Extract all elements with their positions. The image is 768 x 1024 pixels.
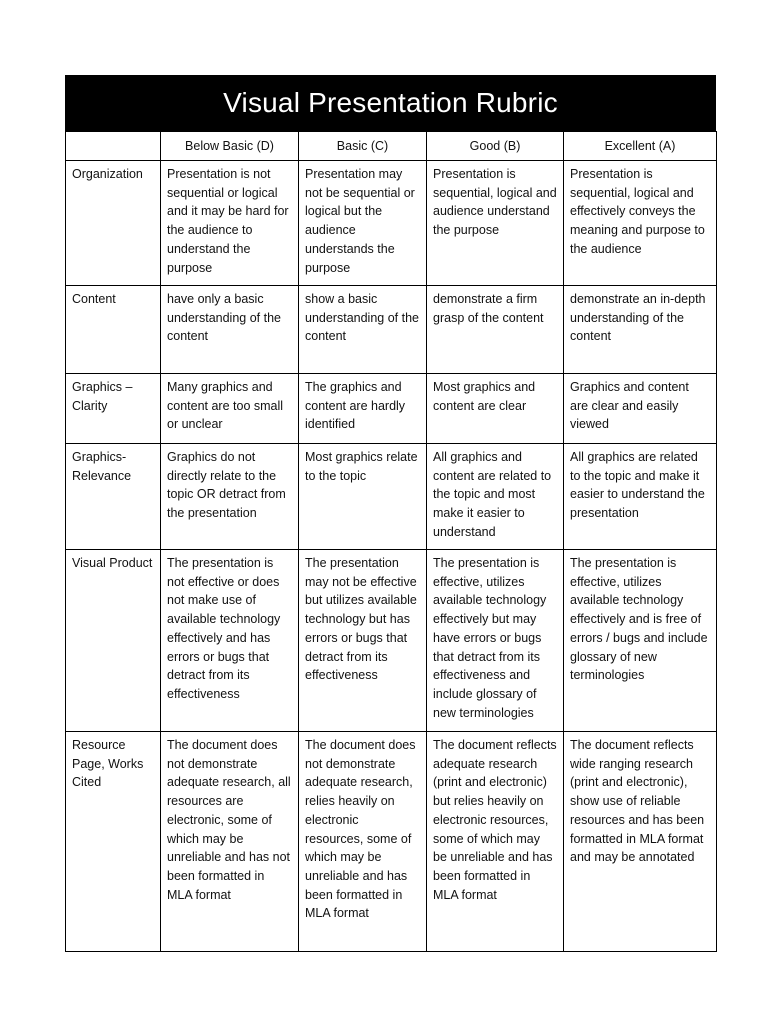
table-row [66,444,717,550]
rubric-title: Visual Presentation Rubric [65,75,716,131]
rating-cell: demonstrate a firm grasp of the content [427,286,564,374]
rating-cell: The presentation may not be effective but utilizes available technology but has errors or bugs that detract from its effectiveness [299,550,427,732]
rating-cell: All graphics and content are related to the topic and most make it easier to understand [427,444,564,550]
rating-cell: The document reflects adequate research (print and electronic) but relies heavily on electronic resources, some of which may be unreliable and has been formatted in MLA format [427,732,564,952]
rating-cell: Most graphics relate to the topic [299,444,427,550]
rating-cell: The document does not demonstrate adequate research, relies heavily on electronic resources, some of which may be unreliable and has been formatted in MLA format [299,732,427,952]
table-row [66,374,717,444]
category-cell: Visual Product [66,550,161,732]
rating-cell: The document does not demonstrate adequate research, all resources are electronic, some of which may be unreliable and has not been formatted in MLA format [161,732,299,952]
table-row [66,161,717,286]
header-row [66,132,717,161]
category-cell: Resource Page, Works Cited [66,732,161,952]
rating-cell: Presentation is sequential, logical and effectively conveys the meaning and purpose to the audience [564,161,717,286]
rubric-page [65,75,716,952]
rating-cell: Many graphics and content are too small or unclear [161,374,299,444]
rating-cell: Graphics do not directly relate to the topic OR detract from the presentation [161,444,299,550]
rating-cell: Graphics and content are clear and easily viewed [564,374,717,444]
table-row [66,286,717,374]
rating-cell: demonstrate an in-depth understanding of the content [564,286,717,374]
header-cell-excellent: Excellent (A) [564,132,717,161]
header-cell-category [66,132,161,161]
rating-cell: have only a basic understanding of the content [161,286,299,374]
rating-cell: The presentation is effective, utilizes available technology effectively and is free of errors / bugs and include glossary of new terminologies [564,550,717,732]
table-row [66,732,717,952]
rating-cell: Presentation is not sequential or logical and it may be hard for the audience to understand the purpose [161,161,299,286]
category-cell: Content [66,286,161,374]
header-cell-basic: Basic (C) [299,132,427,161]
rating-cell: The document reflects wide ranging research (print and electronic), show use of reliable resources and has been formatted in MLA format and may be annotated [564,732,717,952]
rating-cell: The presentation is not effective or does not make use of available technology effectively and has errors or bugs that detract from its effectiveness [161,550,299,732]
rating-cell: show a basic understanding of the content [299,286,427,374]
rating-cell: Presentation is sequential, logical and audience understand the purpose [427,161,564,286]
rating-cell: The presentation is effective, utilizes available technology effectively but may have errors or bugs that detract from its effectiveness and include glossary of new terminologies [427,550,564,732]
rating-cell: All graphics are related to the topic and make it easier to understand the presentation [564,444,717,550]
header-cell-good: Good (B) [427,132,564,161]
rubric-table [65,131,717,952]
rating-cell: Presentation may not be sequential or logical but the audience understands the purpose [299,161,427,286]
rating-cell: The graphics and content are hardly identified [299,374,427,444]
category-cell: Graphics-Relevance [66,444,161,550]
table-row [66,550,717,732]
rating-cell: Most graphics and content are clear [427,374,564,444]
header-cell-below-basic: Below Basic (D) [161,132,299,161]
category-cell: Organization [66,161,161,286]
category-cell: Graphics – Clarity [66,374,161,444]
